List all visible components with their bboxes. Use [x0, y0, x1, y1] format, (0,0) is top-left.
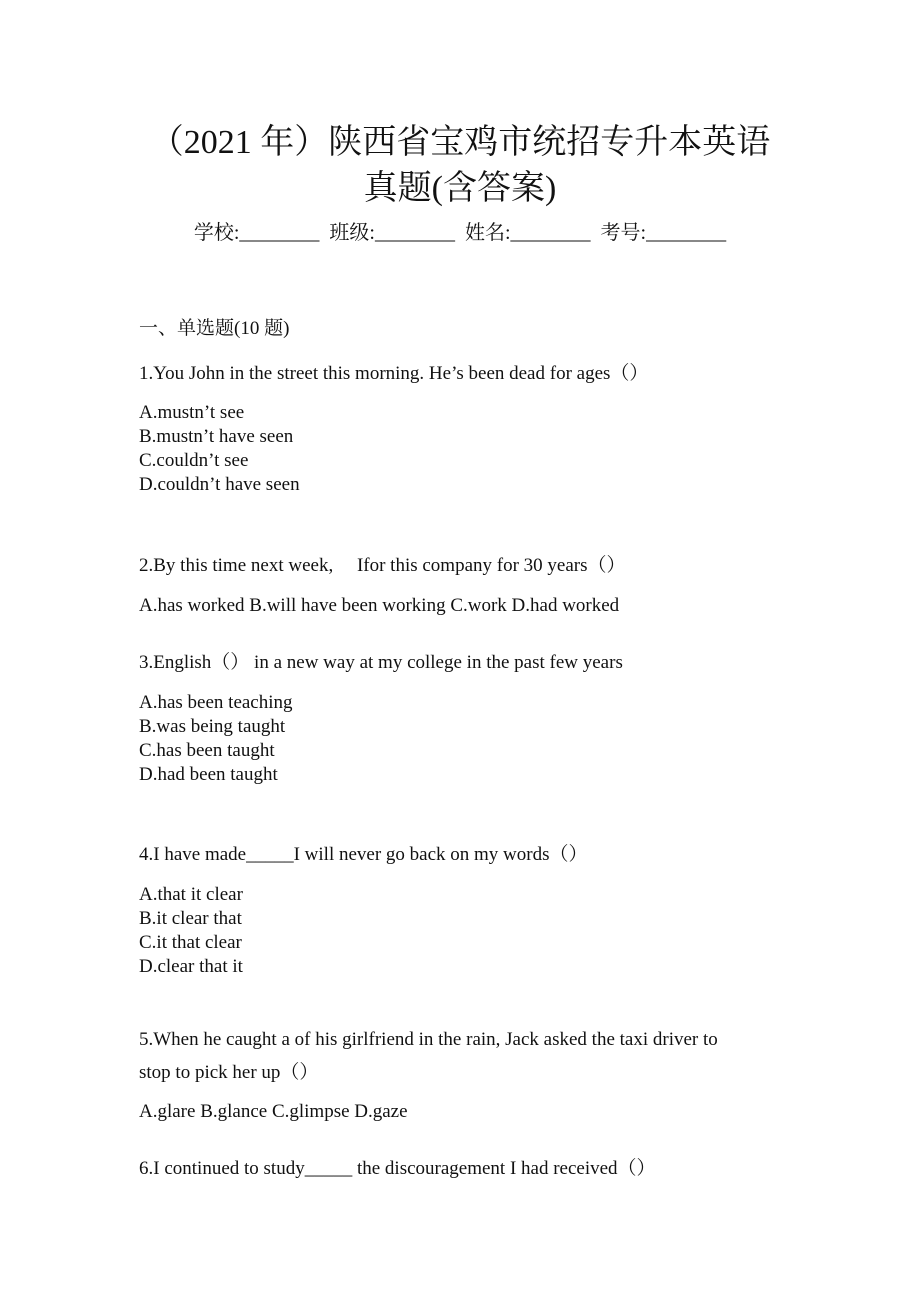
question-stem: 5.When he caught a of his girlfriend in the rain, Jack asked the taxi driver to: [139, 1029, 718, 1050]
question-option: B.was being taught: [139, 716, 286, 737]
question-option: C.has been taught: [139, 740, 275, 761]
question-option: A.that it clear: [139, 884, 243, 905]
question-option: B.it clear that: [139, 908, 242, 929]
question-option: D.clear that it: [139, 956, 243, 977]
question-stem: 2.By this time next week, Ifor this company for 30 years（）: [139, 555, 626, 576]
question-stem: 4.I have made_____I will never go back on my words（）: [139, 844, 588, 865]
document-title-line-1: （2021 年）陕西省宝鸡市统招专升本英语: [149, 124, 771, 161]
question-option: C.couldn’t see: [139, 450, 249, 471]
question-option: A.has worked B.will have been working C.work D.had worked: [139, 595, 620, 616]
student-info-fields: 学校:________ 班级:________ 姓名:________ 考号:________: [193, 222, 727, 244]
question-stem: stop to pick her up（）: [139, 1062, 319, 1083]
document-title-line-2: 真题(含答案): [363, 170, 557, 207]
question-option: C.it that clear: [139, 932, 242, 953]
section-heading: 一、单选题(10 题): [139, 318, 290, 339]
question-stem: 1.You John in the street this morning. He’s been dead for ages（）: [139, 363, 649, 384]
question-option: D.had been taught: [139, 764, 278, 785]
question-option: B.mustn’t have seen: [139, 426, 294, 447]
question-option: A.mustn’t see: [139, 402, 245, 423]
question-option: A.has been teaching: [139, 692, 293, 713]
question-stem: 3.English（） in a new way at my college in the past few years: [139, 652, 623, 673]
question-option: A.glare B.glance C.glimpse D.gaze: [139, 1101, 408, 1122]
question-option: D.couldn’t have seen: [139, 474, 300, 495]
question-stem: 6.I continued to study_____ the discouragement I had received（）: [139, 1158, 656, 1179]
